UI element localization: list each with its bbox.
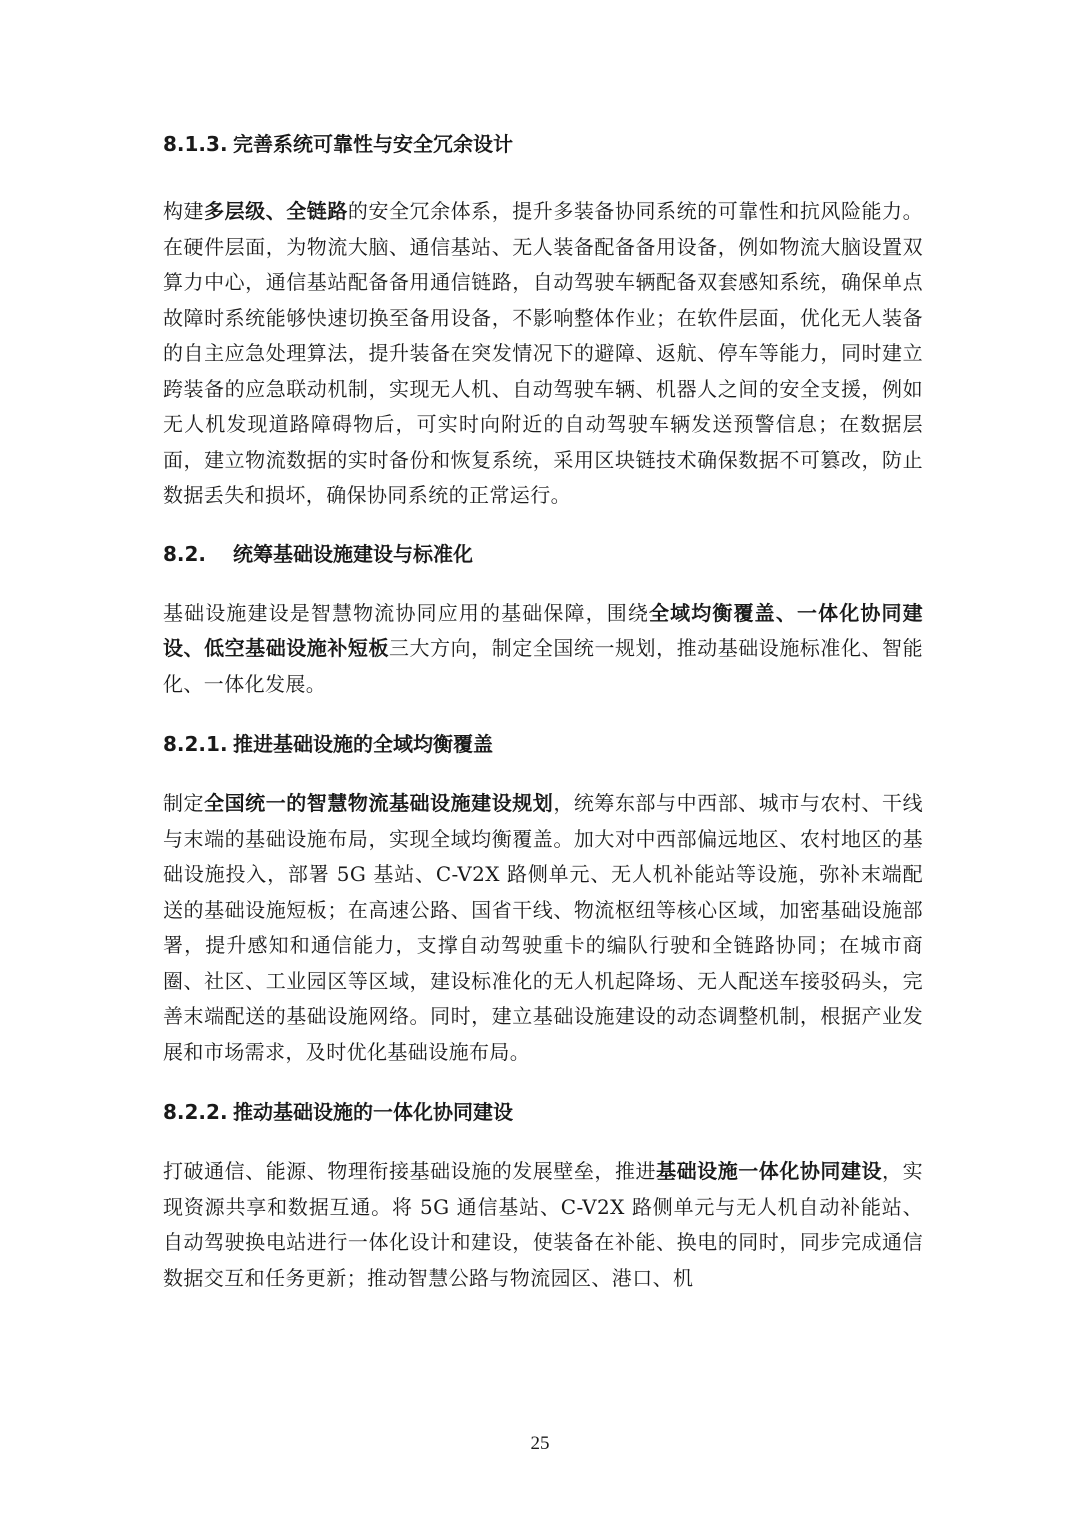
section-heading-8-1-3 xyxy=(163,126,923,162)
section-title: 推进基础设施的全域均衡覆盖 xyxy=(233,732,493,756)
paragraph-8-2-2 xyxy=(163,1154,923,1296)
paragraph-emphasis: 全国统一的智慧物流基础设施建设规划 xyxy=(204,791,554,815)
paragraph-text: 构建 xyxy=(163,199,205,223)
section-heading-8-2-2 xyxy=(163,1094,923,1130)
section-number: 8.2.2. xyxy=(163,1100,228,1124)
document-page xyxy=(163,126,923,1296)
paragraph-8-2-1 xyxy=(163,786,923,1070)
paragraph-text: ，统筹东部与中西部、城市与农村、干线与末端的基础设施布局，实现全域均衡覆盖。加大对中西部偏远地区、农村地区的基础设施投入，部署 5G 基站、C-V2X 路侧单元、无人机补能站等设施，弥补末端配送的基础设施短板；在高速公路、国省干线、物流枢纽等核心区域，加密基础设施部署，提升感知和通信能力，支撑自动驾驶重卡的编队行驶和全链路协同；在城市商圈、社区、工业园区等区域，建设标准化的无人机起降场、无人配送车接驳码头，完善末端配送的基础设施网络。同时，建立基础设施建设的动态调整机制，根据产业发展和市场需求，及时优化基础设施布局。 xyxy=(163,791,923,1064)
section-title: 完善系统可靠性与安全冗余设计 xyxy=(233,132,513,156)
paragraph-8-2 xyxy=(163,596,923,703)
section-number: 8.1.3. xyxy=(163,132,228,156)
paragraph-emphasis: 基础设施一体化协同建设 xyxy=(656,1159,883,1183)
paragraph-text: 制定 xyxy=(163,791,205,815)
section-title: 统筹基础设施建设与标准化 xyxy=(233,541,473,566)
paragraph-8-1-3 xyxy=(163,194,923,514)
paragraph-text: 基础设施建设是智慧物流协同应用的基础保障，围绕 xyxy=(163,600,650,625)
paragraph-emphasis: 全域均衡覆盖、一体化协同建设、低空基础设施补短板 xyxy=(163,600,924,660)
paragraph-emphasis: 多层级、全链路 xyxy=(204,199,348,223)
section-heading-8-2-1 xyxy=(163,726,923,762)
page-number: 25 xyxy=(530,1433,550,1454)
section-heading-8-2 xyxy=(163,536,923,572)
paragraph-text: ，实现资源共享和数据互通。将 5G 通信基站、C-V2X 路侧单元与无人机自动补能站、自动驾驶换电站进行一体化设计和建设，使装备在补能、换电的同时，同步完成通信数据交互和任务更新；推动智慧公路与物流园区、港口、机 xyxy=(163,1159,923,1290)
paragraph-text: 三大方向，制定全国统一规划，推动基础设施标准化、智能化、一体化发展。 xyxy=(163,636,924,696)
paragraph-text: 打破通信、能源、物理衔接基础设施的发展壁垒，推进 xyxy=(163,1159,657,1183)
paragraph-text: 的安全冗余体系，提升多装备协同系统的可靠性和抗风险能力。在硬件层面，为物流大脑、通信基站、无人装备配备备用设备，例如物流大脑设置双算力中心，通信基站配备备用通信链路，自动驾驶车辆配备双套感知系统，确保单点故障时系统能够快速切换至备用设备，不影响整体作业；在软件层面，优化无人装备的自主应急处理算法，提升装备在突发情况下的避障、返航、停车等能力，同时建立跨装备的应急联动机制，实现无人机、自动驾驶车辆、机器人之间的安全支援，例如无人机发现道路障碍物后，可实时向附近的自动驾驶车辆发送预警信息；在数据层面，建立物流数据的实时备份和恢复系统，采用区块链技术确保数据不可篡改，防止数据丢失和损坏，确保协同系统的正常运行。 xyxy=(163,199,923,507)
section-number: 8.2. xyxy=(163,541,207,566)
section-number: 8.2.1. xyxy=(163,732,228,756)
section-title: 推动基础设施的一体化协同建设 xyxy=(233,1100,513,1124)
